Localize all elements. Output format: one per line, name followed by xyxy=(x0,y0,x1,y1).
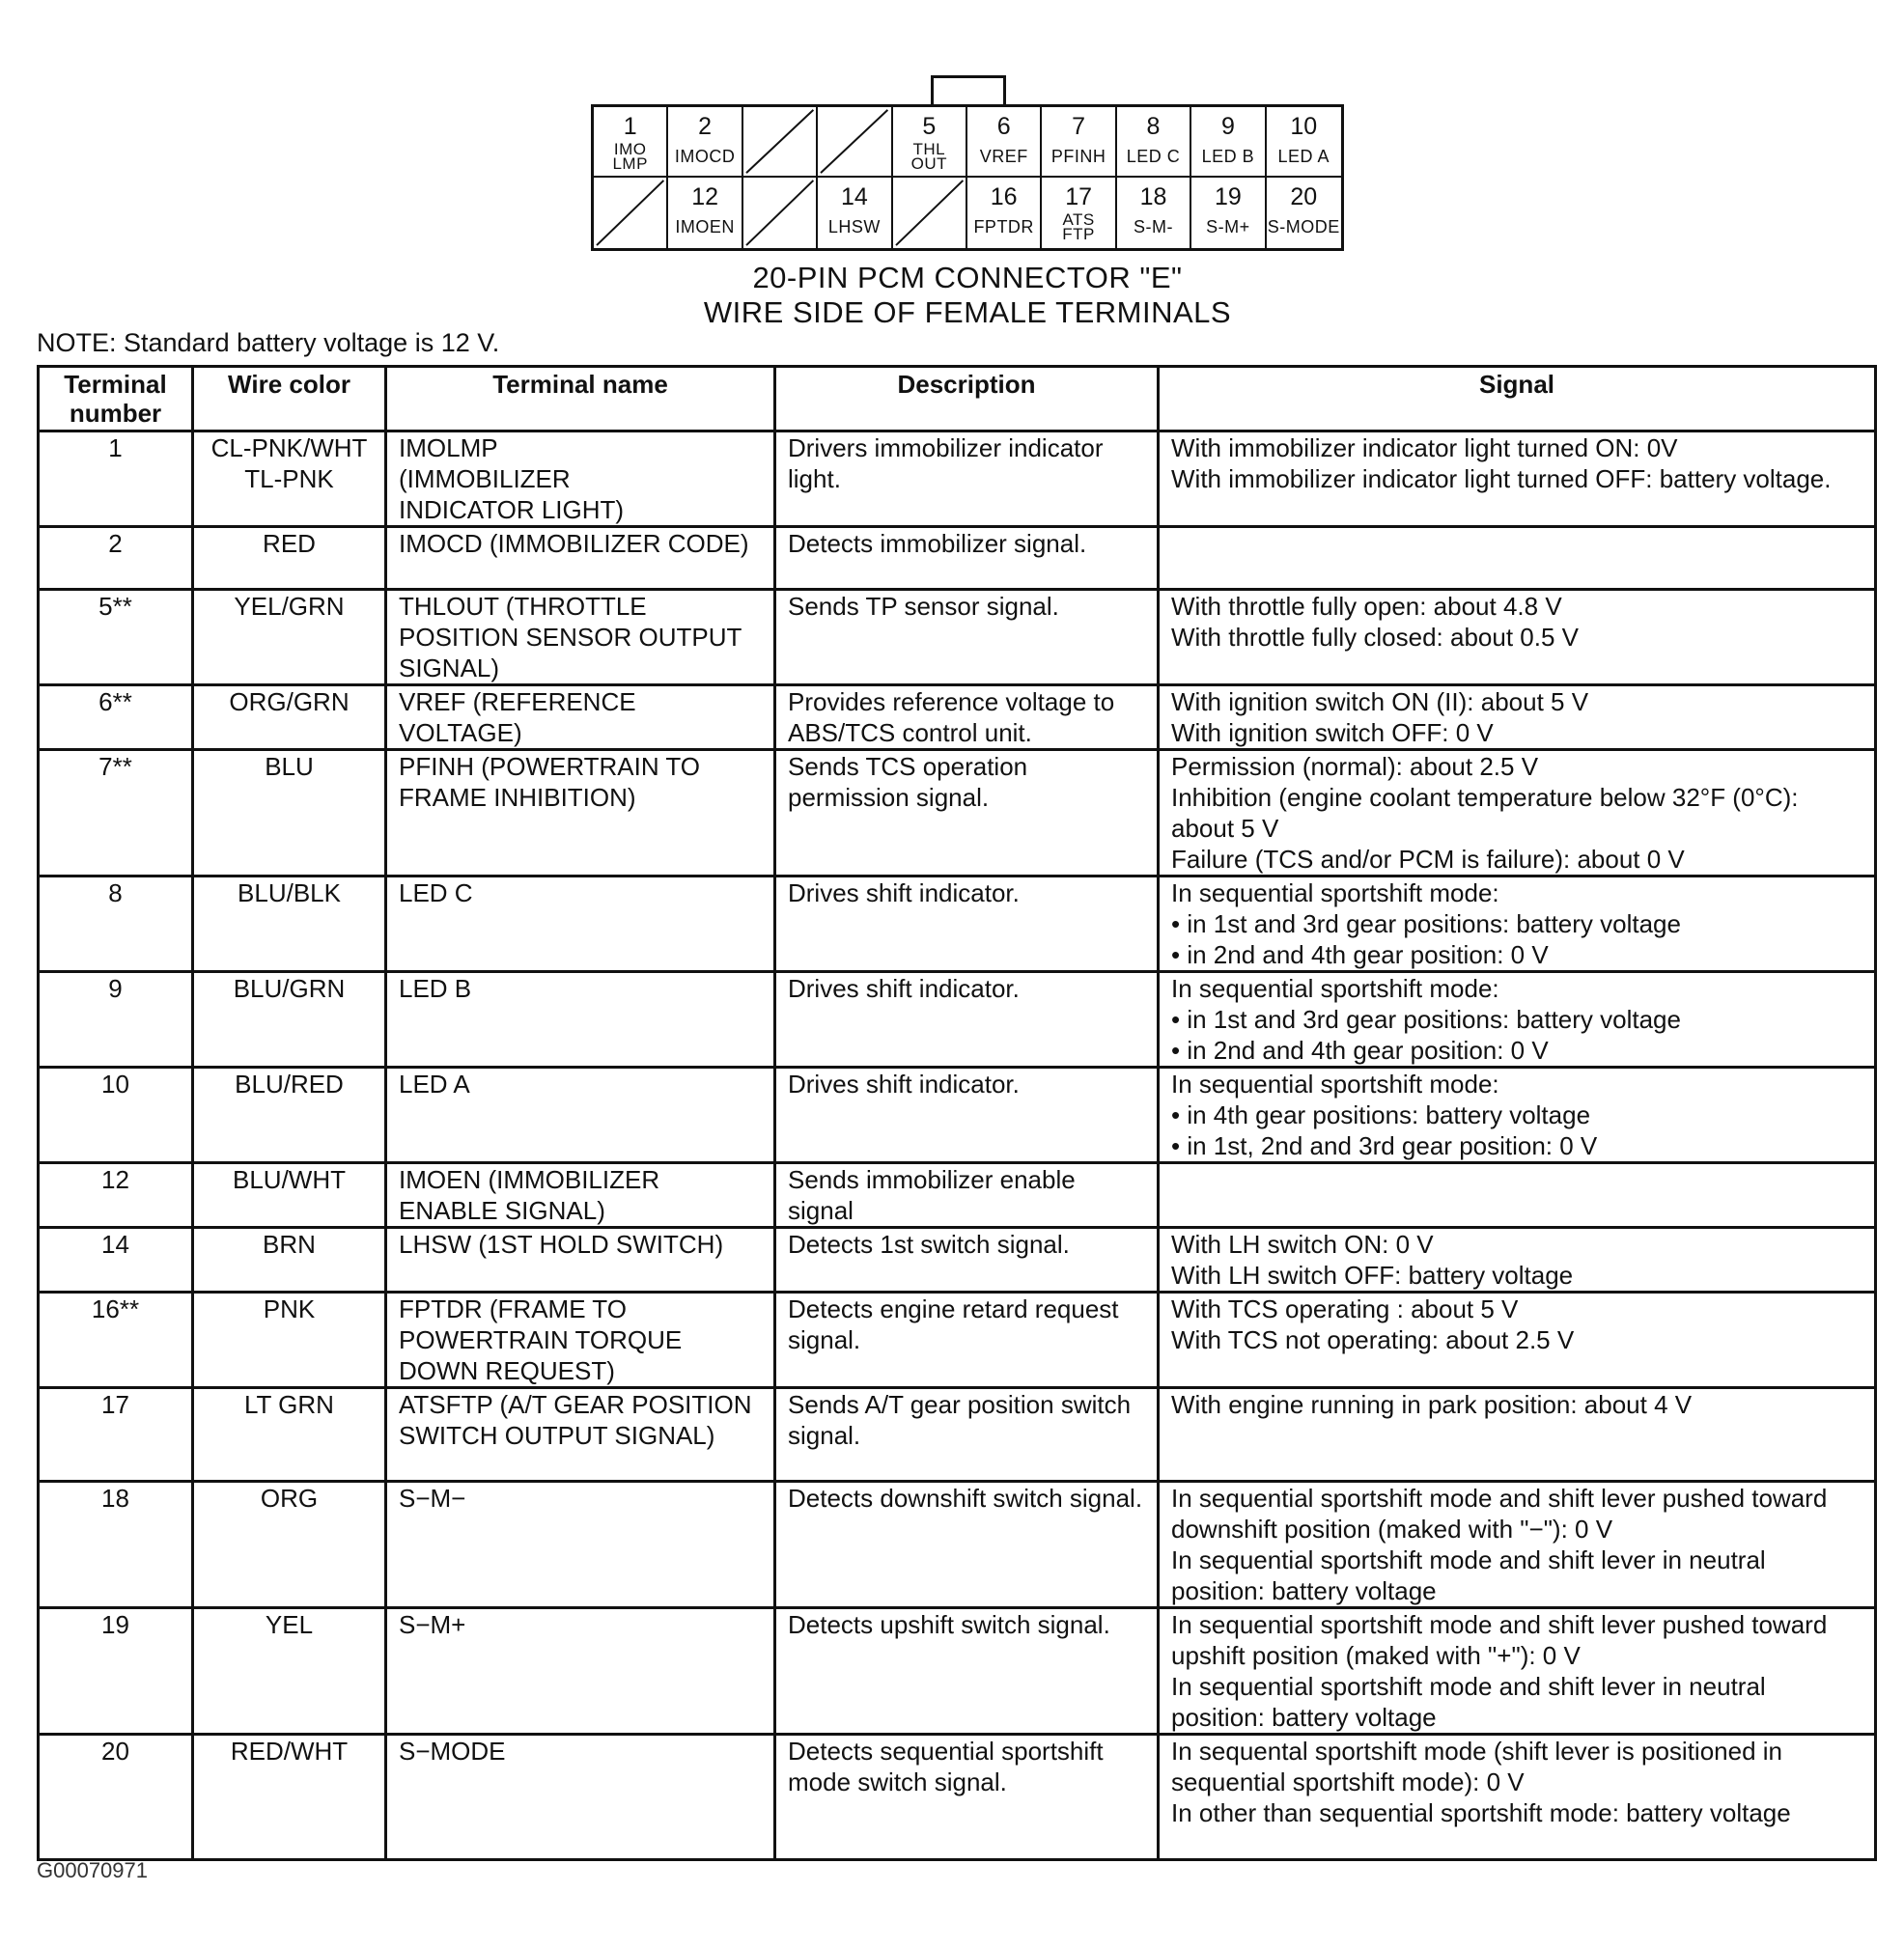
pin-label: PFINH xyxy=(1050,147,1106,166)
signal-line: With TCS not operating: about 2.5 V xyxy=(1171,1325,1575,1354)
connector-pin-5 xyxy=(893,107,967,178)
signal-cell xyxy=(1159,1068,1876,1163)
signal-line: With LH switch ON: 0 V xyxy=(1171,1230,1434,1259)
terminal-name-cell: S−M+ xyxy=(386,1608,775,1735)
table-body xyxy=(39,431,1876,1860)
pin-label: LED B xyxy=(1201,147,1255,166)
connector-pin-6 xyxy=(967,107,1042,178)
wire-color-cell: RED/WHT xyxy=(193,1735,386,1860)
terminal-number-cell: 18 xyxy=(39,1482,193,1608)
terminal-name-cell: LED A xyxy=(386,1068,775,1163)
connector-pin-2 xyxy=(668,107,742,178)
table-row xyxy=(39,1293,1876,1388)
pin-number: 9 xyxy=(1220,113,1235,140)
signal-line: With engine running in park position: about 4 V xyxy=(1171,1390,1693,1419)
signal-line: Failure (TCS and/or PCM is failure): about 0 V xyxy=(1171,845,1685,874)
table-row xyxy=(39,685,1876,750)
pin-label: ATS FTP xyxy=(1062,210,1095,243)
connector-pin-empty xyxy=(893,178,967,248)
table-row xyxy=(39,1388,1876,1482)
terminal-name-cell: LHSW (1ST HOLD SWITCH) xyxy=(386,1228,775,1293)
pin-label: LED A xyxy=(1277,147,1330,166)
header-signal: Signal xyxy=(1159,367,1876,431)
terminal-number-cell: 5** xyxy=(39,590,193,685)
signal-cell xyxy=(1159,1482,1876,1608)
wire-color-cell: ORG/GRN xyxy=(193,685,386,750)
wire-color-cell: BLU xyxy=(193,750,386,877)
description-cell: Detects upshift switch signal. xyxy=(775,1608,1159,1735)
connector-pin-17 xyxy=(1042,178,1116,248)
signal-cell xyxy=(1159,1228,1876,1293)
terminal-table xyxy=(37,365,1877,1861)
connector-pin-14 xyxy=(818,178,892,248)
connector-pin-18 xyxy=(1117,178,1191,248)
pin-number: 12 xyxy=(691,183,718,210)
wire-color-cell: PNK xyxy=(193,1293,386,1388)
description-cell: Sends A/T gear position switch signal. xyxy=(775,1388,1159,1482)
terminal-name-cell: FPTDR (FRAME TO POWERTRAIN TORQUE DOWN REQUEST) xyxy=(386,1293,775,1388)
connector-pin-12 xyxy=(668,178,742,248)
pin-number: 18 xyxy=(1139,183,1167,210)
description-cell: Drives shift indicator. xyxy=(775,1068,1159,1163)
description-cell: Detects engine retard request signal. xyxy=(775,1293,1159,1388)
empty-pin-slash xyxy=(893,178,966,248)
terminal-number-cell: 16** xyxy=(39,1293,193,1388)
pin-label: THL OUT xyxy=(910,140,947,173)
description-cell: Sends TCS operation permission signal. xyxy=(775,750,1159,877)
wire-color-cell: ORG xyxy=(193,1482,386,1608)
pin-label: S-MODE xyxy=(1267,217,1340,237)
connector-pin-20 xyxy=(1267,178,1341,248)
wire-color-cell: YEL/GRN xyxy=(193,590,386,685)
signal-cell xyxy=(1159,685,1876,750)
table-row xyxy=(39,1228,1876,1293)
pin-label: LHSW xyxy=(827,217,881,237)
header-terminal-name: Terminal name xyxy=(386,367,775,431)
table-row xyxy=(39,1608,1876,1735)
wire-color-cell: BLU/GRN xyxy=(193,972,386,1068)
empty-pin-slash xyxy=(743,178,816,248)
pin-number: 14 xyxy=(840,183,868,210)
wire-color-cell: BLU/BLK xyxy=(193,877,386,972)
terminal-number-cell: 14 xyxy=(39,1228,193,1293)
table-row xyxy=(39,1068,1876,1163)
signal-cell xyxy=(1159,431,1876,527)
description-cell: Detects immobilizer signal. xyxy=(775,527,1159,590)
signal-line: In sequential sportshift mode: xyxy=(1171,878,1499,907)
connector-pin-grid xyxy=(591,104,1344,251)
signal-cell xyxy=(1159,877,1876,972)
pin-label: VREF xyxy=(979,147,1028,166)
description-cell: Detects 1st switch signal. xyxy=(775,1228,1159,1293)
signal-line: With LH switch OFF: battery voltage xyxy=(1171,1261,1574,1290)
terminal-number-cell: 12 xyxy=(39,1163,193,1228)
terminal-name-cell: VREF (REFERENCE VOLTAGE) xyxy=(386,685,775,750)
wire-color-cell: YEL xyxy=(193,1608,386,1735)
empty-pin-slash xyxy=(743,107,816,176)
pin-number: 1 xyxy=(623,113,637,140)
pin-label: S-M+ xyxy=(1206,217,1250,237)
empty-pin-slash xyxy=(594,178,666,248)
wire-color-cell: BRN xyxy=(193,1228,386,1293)
table-row xyxy=(39,972,1876,1068)
description-cell: Detects sequential sportshift mode switch signal. xyxy=(775,1735,1159,1860)
signal-line: In other than sequential sportshift mode: battery voltage xyxy=(1171,1798,1791,1827)
signal-line: With throttle fully open: about 4.8 V xyxy=(1171,592,1562,621)
terminal-number-cell: 17 xyxy=(39,1388,193,1482)
pin-number: 17 xyxy=(1065,183,1092,210)
description-cell: Detects downshift switch signal. xyxy=(775,1482,1159,1608)
pin-number: 20 xyxy=(1290,183,1318,210)
description-cell: Provides reference voltage to ABS/TCS control unit. xyxy=(775,685,1159,750)
header-wire-color: Wire color xyxy=(193,367,386,431)
connector-pin-16 xyxy=(967,178,1042,248)
empty-pin-slash xyxy=(818,107,890,176)
pin-label: FPTDR xyxy=(973,217,1034,237)
terminal-number-cell: 10 xyxy=(39,1068,193,1163)
signal-line: With ignition switch ON (II): about 5 V xyxy=(1171,687,1589,716)
pin-label: IMOEN xyxy=(675,217,735,237)
header-description: Description xyxy=(775,367,1159,431)
terminal-number-cell: 6** xyxy=(39,685,193,750)
connector-lock-tab xyxy=(931,75,1006,106)
signal-cell xyxy=(1159,972,1876,1068)
signal-line: • in 2nd and 4th gear position: 0 V xyxy=(1171,940,1549,969)
table-row xyxy=(39,1482,1876,1608)
connector-pin-empty xyxy=(818,107,892,178)
pin-number: 19 xyxy=(1214,183,1242,210)
signal-cell xyxy=(1159,1608,1876,1735)
pin-number: 10 xyxy=(1290,113,1318,140)
terminal-number-cell: 7** xyxy=(39,750,193,877)
terminal-name-cell: LED C xyxy=(386,877,775,972)
signal-cell xyxy=(1159,1293,1876,1388)
pin-number: 6 xyxy=(996,113,1011,140)
description-cell: Drives shift indicator. xyxy=(775,972,1159,1068)
signal-line: Inhibition (engine coolant temperature below 32°F (0°C): about 5 V xyxy=(1171,783,1799,843)
connector-caption xyxy=(591,261,1344,330)
terminal-number-cell: 2 xyxy=(39,527,193,590)
signal-line: With immobilizer indicator light turned OFF: battery voltage. xyxy=(1171,464,1832,493)
signal-line: In sequential sportshift mode and shift lever in neutral position: battery voltage xyxy=(1171,1672,1766,1732)
terminal-number-cell: 19 xyxy=(39,1608,193,1735)
pin-label: IMOCD xyxy=(674,147,736,166)
pin-label: S-M- xyxy=(1133,217,1173,237)
pin-number: 7 xyxy=(1072,113,1086,140)
terminal-number-cell: 20 xyxy=(39,1735,193,1860)
table-row xyxy=(39,1163,1876,1228)
pin-number: 8 xyxy=(1146,113,1161,140)
wire-color-cell: RED xyxy=(193,527,386,590)
wire-color-cell: BLU/WHT xyxy=(193,1163,386,1228)
table-row xyxy=(39,527,1876,590)
connector-pin-19 xyxy=(1191,178,1266,248)
signal-line: With immobilizer indicator light turned ON: 0V xyxy=(1171,433,1678,462)
signal-line: In sequental sportshift mode (shift lever is positioned in sequential sportshift mode): 0 V xyxy=(1171,1737,1783,1796)
signal-line: With ignition switch OFF: 0 V xyxy=(1171,718,1494,747)
connector-pin-1 xyxy=(594,107,668,178)
table-row xyxy=(39,750,1876,877)
battery-voltage-note: NOTE: Standard battery voltage is 12 V. xyxy=(37,328,500,357)
pin-number: 5 xyxy=(922,113,937,140)
signal-line: In sequential sportshift mode and shift lever pushed toward downshift position (maked with "−"): 0 V xyxy=(1171,1484,1828,1544)
signal-line: With TCS operating : about 5 V xyxy=(1171,1294,1519,1323)
signal-cell xyxy=(1159,1735,1876,1860)
terminal-number-cell: 8 xyxy=(39,877,193,972)
signal-line: • in 1st, 2nd and 3rd gear position: 0 V xyxy=(1171,1131,1598,1160)
pin-number: 2 xyxy=(698,113,713,140)
signal-cell xyxy=(1159,1388,1876,1482)
signal-line: • in 2nd and 4th gear position: 0 V xyxy=(1171,1036,1549,1065)
table-row xyxy=(39,431,1876,527)
signal-line: • in 1st and 3rd gear positions: battery voltage xyxy=(1171,909,1681,938)
connector-pin-empty xyxy=(743,178,818,248)
signal-line: • in 1st and 3rd gear positions: battery voltage xyxy=(1171,1005,1681,1034)
connector-pin-10 xyxy=(1267,107,1341,178)
wire-color-cell: CL-PNK/WHT TL-PNK xyxy=(193,431,386,527)
connector-pin-8 xyxy=(1117,107,1191,178)
signal-line: In sequential sportshift mode: xyxy=(1171,1070,1499,1099)
description-cell: Sends immobilizer enable signal xyxy=(775,1163,1159,1228)
terminal-name-cell: PFINH (POWERTRAIN TO FRAME INHIBITION) xyxy=(386,750,775,877)
pin-label: LED C xyxy=(1126,147,1181,166)
connector-pin-7 xyxy=(1042,107,1116,178)
wire-color-cell: LT GRN xyxy=(193,1388,386,1482)
signal-line: • in 4th gear positions: battery voltage xyxy=(1171,1100,1591,1129)
terminal-name-cell: S−M− xyxy=(386,1482,775,1608)
terminal-name-cell: S−MODE xyxy=(386,1735,775,1860)
signal-cell xyxy=(1159,590,1876,685)
signal-cell xyxy=(1159,750,1876,877)
connector-pin-empty xyxy=(594,178,668,248)
connector-subtitle: WIRE SIDE OF FEMALE TERMINALS xyxy=(703,295,1232,329)
signal-line: In sequential sportshift mode: xyxy=(1171,974,1499,1003)
figure-code: G00070971 xyxy=(37,1858,148,1882)
signal-line: With throttle fully closed: about 0.5 V xyxy=(1171,623,1579,652)
table-header-row xyxy=(39,367,1876,431)
terminal-number-cell: 1 xyxy=(39,431,193,527)
pin-label: IMO LMP xyxy=(612,140,648,173)
connector-title: 20-PIN PCM CONNECTOR "E" xyxy=(752,261,1183,294)
connector-pin-empty xyxy=(743,107,818,178)
signal-cell xyxy=(1159,1163,1876,1228)
signal-line: In sequential sportshift mode and shift lever pushed toward upshift position (maked with "+"): 0 V xyxy=(1171,1610,1828,1670)
header-terminal-number: Terminal number xyxy=(39,367,193,431)
terminal-name-cell: THLOUT (THROTTLE POSITION SENSOR OUTPUT SIGNAL) xyxy=(386,590,775,685)
terminal-name-cell: ATSFTP (A/T GEAR POSITION SWITCH OUTPUT SIGNAL) xyxy=(386,1388,775,1482)
table-row xyxy=(39,590,1876,685)
signal-cell xyxy=(1159,527,1876,590)
terminal-number-cell: 9 xyxy=(39,972,193,1068)
table-row xyxy=(39,877,1876,972)
signal-line: In sequential sportshift mode and shift lever in neutral position: battery voltage xyxy=(1171,1545,1766,1605)
terminal-name-cell: IMOCD (IMMOBILIZER CODE) xyxy=(386,527,775,590)
terminal-name-cell: IMOLMP (IMMOBILIZER INDICATOR LIGHT) xyxy=(386,431,775,527)
signal-line: Permission (normal): about 2.5 V xyxy=(1171,752,1539,781)
table-row xyxy=(39,1735,1876,1860)
description-cell: Sends TP sensor signal. xyxy=(775,590,1159,685)
description-cell: Drives shift indicator. xyxy=(775,877,1159,972)
pin-number: 16 xyxy=(990,183,1018,210)
terminal-name-cell: IMOEN (IMMOBILIZER ENABLE SIGNAL) xyxy=(386,1163,775,1228)
wire-color-cell: BLU/RED xyxy=(193,1068,386,1163)
description-cell: Drivers immobilizer indicator light. xyxy=(775,431,1159,527)
connector-pin-9 xyxy=(1191,107,1266,178)
terminal-name-cell: LED B xyxy=(386,972,775,1068)
